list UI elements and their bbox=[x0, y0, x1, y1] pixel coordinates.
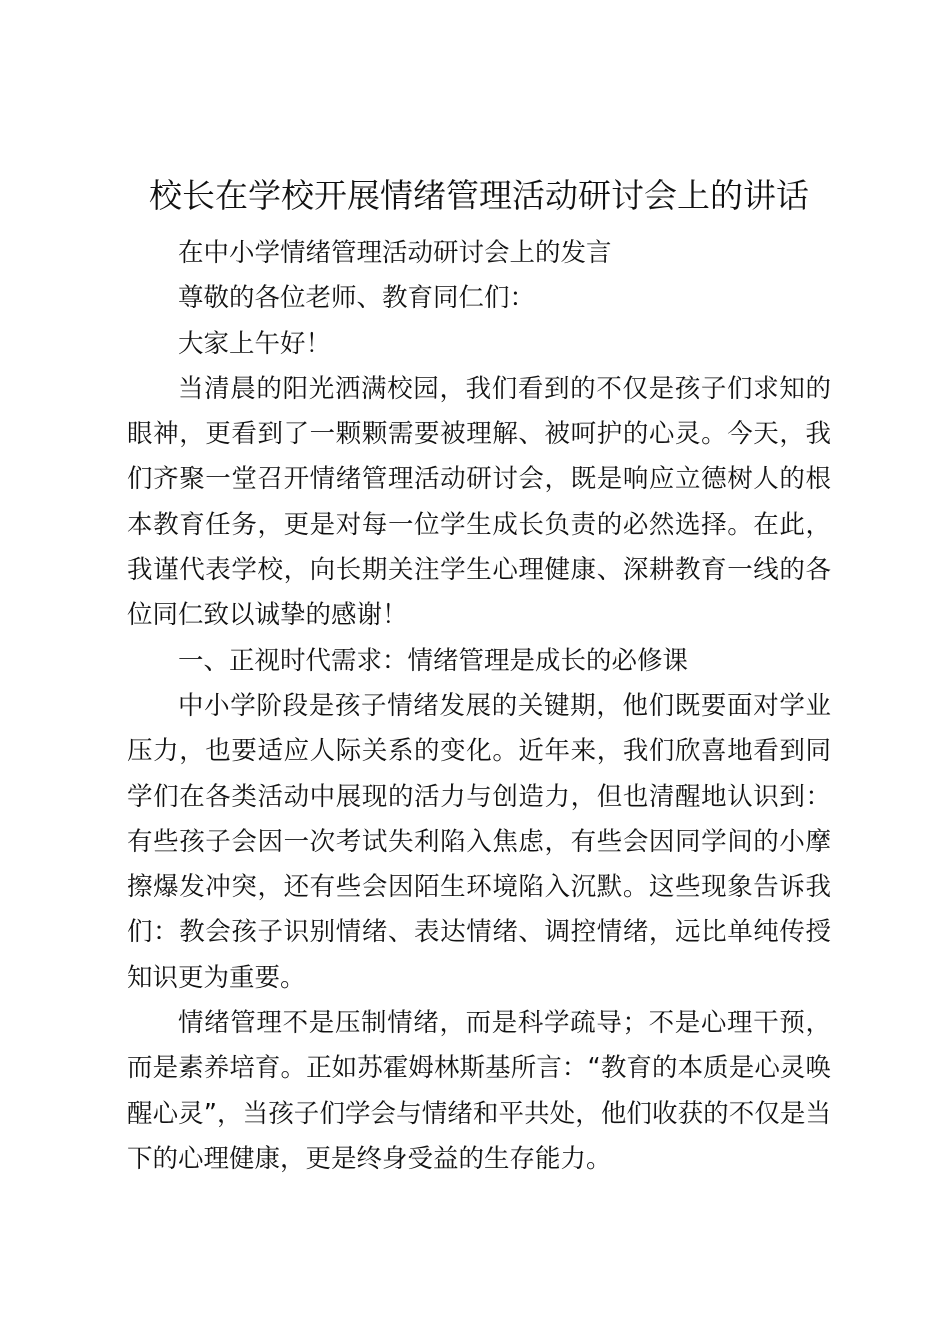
paragraph-salutation: 尊敬的各位老师、教育同仁们： bbox=[178, 283, 536, 314]
document-page bbox=[127, 173, 831, 1182]
section-heading-1: 一、正视时代需求：情绪管理是成长的必修课 bbox=[178, 645, 689, 676]
paragraph-section1-quote: 情绪管理不是压制情绪，而是科学疏导；不是心理干预，而是素养培育。正如苏霍姆林斯基所言：“教育的本质是心灵唤醒心灵”，当孩子们学会与情绪和平共处，他们收获的不仅是当下的心理健康，更是终身受益的生存能力。 bbox=[127, 1008, 831, 1174]
paragraph-greeting: 大家上午好！ bbox=[178, 328, 332, 359]
paragraph-section1-body: 中小学阶段是孩子情绪发展的关键期，他们既要面对学业压力，也要适应人际关系的变化。近年来，我们欣喜地看到同学们在各类活动中展现的活力与创造力，但也清醒地认识到：有些孩子会因一次考试失利陷入焦虑，有些会因同学间的小摩擦爆发冲突，还有些会因陌生环境陷入沉默。这些现象告诉我们：教会孩子识别情绪、表达情绪、调控情绪，远比单纯传授知识更为重要。 bbox=[127, 690, 831, 993]
document-title: 校长在学校开展情绪管理活动研讨会上的讲话 bbox=[149, 176, 809, 215]
paragraph-intro: 当清晨的阳光洒满校园，我们看到的不仅是孩子们求知的眼神，更看到了一颗颗需要被理解、被呵护的心灵。今天，我们齐聚一堂召开情绪管理活动研讨会，既是响应立德树人的根本教育任务，更是对每一位学生成长负责的必然选择。在此，我谨代表学校，向长期关注学生心理健康、深耕教育一线的各位同仁致以诚挚的感谢！ bbox=[127, 373, 831, 631]
paragraph-subtitle: 在中小学情绪管理活动研讨会上的发言 bbox=[178, 238, 612, 268]
